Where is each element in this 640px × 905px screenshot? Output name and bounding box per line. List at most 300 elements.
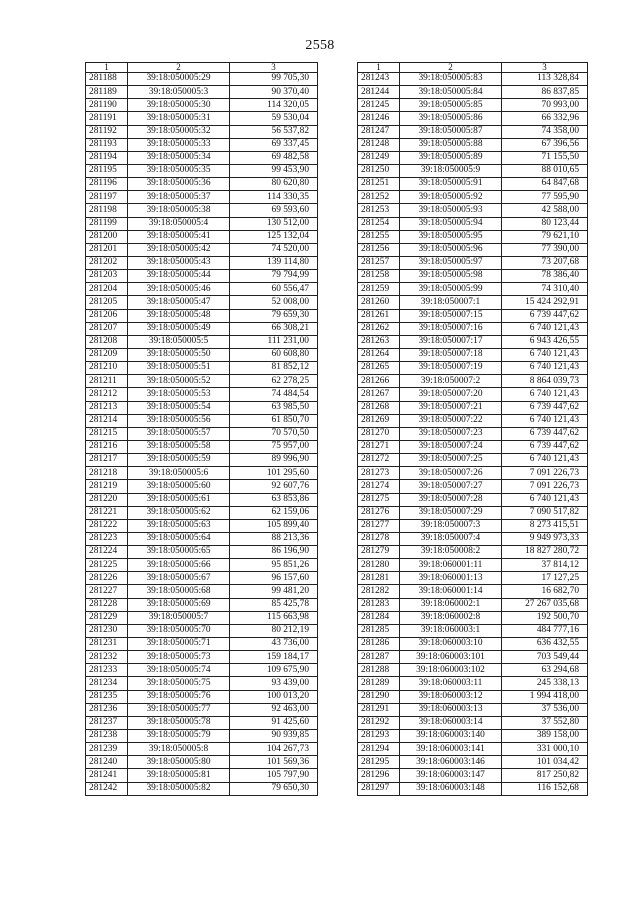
column-header-1: 1 <box>358 63 400 73</box>
row-number: 281229 <box>86 611 128 624</box>
cadastral-value: 6 739 447,62 <box>502 309 588 322</box>
table-row <box>86 427 318 440</box>
cadastral-value: 71 155,50 <box>502 151 588 164</box>
table-row <box>86 296 318 309</box>
cadastral-value: 9 949 973,33 <box>502 532 588 545</box>
cadastral-number: 39:18:050005:77 <box>128 703 230 716</box>
cadastral-number: 39:18:050005:56 <box>128 414 230 427</box>
cadastral-number: 39:18:050005:41 <box>128 230 230 243</box>
cadastral-value: 81 852,12 <box>230 362 318 375</box>
cadastral-value: 74 484,54 <box>230 388 318 401</box>
row-number: 281242 <box>86 782 128 795</box>
cadastral-value: 7 091 226,73 <box>502 480 588 493</box>
cadastral-value: 95 851,26 <box>230 559 318 572</box>
cadastral-value: 130 512,00 <box>230 217 318 230</box>
row-number: 281237 <box>86 716 128 729</box>
cadastral-value: 56 537,82 <box>230 125 318 138</box>
row-number: 281297 <box>358 782 400 795</box>
cadastral-number: 39:18:050005:4 <box>128 217 230 230</box>
row-number: 281295 <box>358 756 400 769</box>
row-number: 281206 <box>86 309 128 322</box>
row-number: 281228 <box>86 598 128 611</box>
table-row <box>358 86 588 99</box>
cadastral-number: 39:18:060002:8 <box>400 611 502 624</box>
cadastral-value: 79 659,30 <box>230 309 318 322</box>
table-row <box>358 217 588 230</box>
row-number: 281204 <box>86 283 128 296</box>
cadastral-value: 79 794,99 <box>230 270 318 283</box>
row-number: 281219 <box>86 480 128 493</box>
cadastral-number: 39:18:050007:17 <box>400 335 502 348</box>
cadastral-value: 114 330,35 <box>230 191 318 204</box>
row-number: 281245 <box>358 99 400 112</box>
cadastral-value: 60 608,80 <box>230 348 318 361</box>
cadastral-value: 17 127,25 <box>502 572 588 585</box>
cadastral-number: 39:18:060003:12 <box>400 690 502 703</box>
row-number: 281214 <box>86 414 128 427</box>
row-number: 281294 <box>358 743 400 756</box>
cadastral-value: 78 386,40 <box>502 270 588 283</box>
cadastral-number: 39:18:050005:31 <box>128 112 230 125</box>
cadastral-value: 125 132,04 <box>230 230 318 243</box>
row-number: 281210 <box>86 362 128 375</box>
table-row <box>86 283 318 296</box>
table-row <box>86 664 318 677</box>
row-number: 281275 <box>358 493 400 506</box>
cadastral-value: 6 739 447,62 <box>502 427 588 440</box>
table-row <box>86 375 318 388</box>
table-row <box>358 677 588 690</box>
cadastral-value: 1 994 418,00 <box>502 690 588 703</box>
table-row <box>358 572 588 585</box>
row-number: 281260 <box>358 296 400 309</box>
column-header-3: 3 <box>502 63 588 73</box>
column-header-2: 2 <box>400 63 502 73</box>
cadastral-number: 39:18:050005:32 <box>128 125 230 138</box>
cadastral-number: 39:18:050005:67 <box>128 572 230 585</box>
cadastral-value: 79 650,30 <box>230 782 318 795</box>
row-number: 281238 <box>86 730 128 743</box>
cadastral-number: 39:18:050005:92 <box>400 191 502 204</box>
row-number: 281265 <box>358 362 400 375</box>
column-header-1: 1 <box>86 63 128 73</box>
row-number: 281292 <box>358 716 400 729</box>
row-number: 281221 <box>86 506 128 519</box>
cadastral-value: 245 338,13 <box>502 677 588 690</box>
row-number: 281239 <box>86 743 128 756</box>
row-number: 281247 <box>358 125 400 138</box>
table-row <box>358 125 588 138</box>
cadastral-value: 92 463,00 <box>230 703 318 716</box>
cadastral-value: 104 267,73 <box>230 743 318 756</box>
row-number: 281223 <box>86 532 128 545</box>
cadastral-number: 39:18:050005:70 <box>128 624 230 637</box>
cadastral-number: 39:18:050005:54 <box>128 401 230 414</box>
cadastral-number: 39:18:050005:49 <box>128 322 230 335</box>
cadastral-number: 39:18:050005:6 <box>128 467 230 480</box>
cadastral-number: 39:18:050005:88 <box>400 138 502 151</box>
table-row <box>358 112 588 125</box>
cadastral-number: 39:18:060001:13 <box>400 572 502 585</box>
row-number: 281273 <box>358 467 400 480</box>
cadastral-number: 39:18:060001:14 <box>400 585 502 598</box>
cadastral-value: 6 739 447,62 <box>502 401 588 414</box>
row-number: 281261 <box>358 309 400 322</box>
cadastral-number: 39:18:050005:65 <box>128 546 230 559</box>
table-row <box>86 546 318 559</box>
cadastral-number: 39:18:050005:7 <box>128 611 230 624</box>
cadastral-value: 66 308,21 <box>230 322 318 335</box>
row-number: 281232 <box>86 651 128 664</box>
row-number: 281220 <box>86 493 128 506</box>
cadastral-value: 99 705,30 <box>230 73 318 86</box>
cadastral-value: 88 010,65 <box>502 164 588 177</box>
table-row <box>86 230 318 243</box>
cadastral-value: 69 593,60 <box>230 204 318 217</box>
table-row <box>358 493 588 506</box>
cadastral-number: 39:18:050007:22 <box>400 414 502 427</box>
table-row <box>86 703 318 716</box>
row-number: 281231 <box>86 638 128 651</box>
table-row <box>358 546 588 559</box>
row-number: 281279 <box>358 546 400 559</box>
cadastral-number: 39:18:050005:84 <box>400 86 502 99</box>
table-row <box>358 756 588 769</box>
cadastral-value: 139 114,80 <box>230 256 318 269</box>
row-number: 281188 <box>86 73 128 86</box>
cadastral-value: 115 663,98 <box>230 611 318 624</box>
cadastral-value: 43 736,00 <box>230 638 318 651</box>
cadastral-value: 7 091 226,73 <box>502 467 588 480</box>
row-number: 281205 <box>86 296 128 309</box>
table-row <box>86 243 318 256</box>
cadastral-number: 39:18:050005:36 <box>128 178 230 191</box>
cadastral-value: 80 123,44 <box>502 217 588 230</box>
row-number: 281193 <box>86 138 128 151</box>
row-number: 281274 <box>358 480 400 493</box>
row-number: 281189 <box>86 86 128 99</box>
cadastral-number: 39:18:050005:98 <box>400 270 502 283</box>
column-header-2: 2 <box>128 63 230 73</box>
cadastral-number: 39:18:050005:80 <box>128 756 230 769</box>
row-number: 281276 <box>358 506 400 519</box>
table-row <box>86 401 318 414</box>
row-number: 281190 <box>86 99 128 112</box>
row-number: 281240 <box>86 756 128 769</box>
table-row <box>86 414 318 427</box>
row-number: 281209 <box>86 348 128 361</box>
page-number: 2558 <box>305 38 335 53</box>
table-row <box>86 125 318 138</box>
cadastral-value: 18 827 280,72 <box>502 546 588 559</box>
cadastral-number: 39:18:050005:62 <box>128 506 230 519</box>
row-number: 281195 <box>86 164 128 177</box>
row-number: 281235 <box>86 690 128 703</box>
row-number: 281216 <box>86 440 128 453</box>
table-row <box>86 322 318 335</box>
cadastral-number: 39:18:050005:66 <box>128 559 230 572</box>
row-number: 281192 <box>86 125 128 138</box>
cadastral-number: 39:18:050005:8 <box>128 743 230 756</box>
cadastral-number: 39:18:050007:18 <box>400 348 502 361</box>
row-number: 281248 <box>358 138 400 151</box>
cadastral-number: 39:18:050007:20 <box>400 388 502 401</box>
cadastral-value: 27 267 035,68 <box>502 598 588 611</box>
table-row <box>86 585 318 598</box>
table-row <box>86 611 318 624</box>
table-row <box>358 270 588 283</box>
cadastral-value: 389 158,00 <box>502 730 588 743</box>
cadastral-value: 159 184,17 <box>230 651 318 664</box>
table-row <box>358 256 588 269</box>
table-row <box>358 454 588 467</box>
cadastral-number: 39:18:050005:63 <box>128 519 230 532</box>
table-body-left <box>86 73 318 796</box>
row-number: 281208 <box>86 335 128 348</box>
cadastral-number: 39:18:060003:140 <box>400 730 502 743</box>
cadastral-value: 67 396,56 <box>502 138 588 151</box>
row-number: 281262 <box>358 322 400 335</box>
cadastral-number: 39:18:050005:37 <box>128 191 230 204</box>
row-number: 281288 <box>358 664 400 677</box>
cadastral-number: 39:18:050005:52 <box>128 375 230 388</box>
cadastral-number: 39:18:060003:10 <box>400 638 502 651</box>
cadastral-value: 15 424 292,91 <box>502 296 588 309</box>
table-row <box>358 638 588 651</box>
cadastral-number: 39:18:050005:74 <box>128 664 230 677</box>
cadastral-value: 89 996,90 <box>230 454 318 467</box>
cadastral-number: 39:18:050005:61 <box>128 493 230 506</box>
cadastral-number: 39:18:050005:60 <box>128 480 230 493</box>
cadastral-number: 39:18:050005:94 <box>400 217 502 230</box>
cadastral-value: 93 439,00 <box>230 677 318 690</box>
cadastral-value: 105 797,90 <box>230 769 318 782</box>
cadastral-value: 8 273 415,51 <box>502 519 588 532</box>
cadastral-value: 62 278,25 <box>230 375 318 388</box>
cadastral-number: 39:18:050007:23 <box>400 427 502 440</box>
row-number: 281212 <box>86 388 128 401</box>
table-row <box>358 716 588 729</box>
cadastral-number: 39:18:050007:3 <box>400 519 502 532</box>
cadastral-number: 39:18:050005:81 <box>128 769 230 782</box>
cadastral-number: 39:18:050005:73 <box>128 651 230 664</box>
cadastral-number: 39:18:050005:35 <box>128 164 230 177</box>
cadastral-number: 39:18:050005:86 <box>400 112 502 125</box>
table-row <box>86 217 318 230</box>
row-number: 281266 <box>358 375 400 388</box>
table-row <box>358 414 588 427</box>
cadastral-value: 331 000,10 <box>502 743 588 756</box>
row-number: 281213 <box>86 401 128 414</box>
cadastral-value: 7 090 517,82 <box>502 506 588 519</box>
table-row <box>358 559 588 572</box>
cadastral-value: 101 295,60 <box>230 467 318 480</box>
cadastral-number: 39:18:060003:146 <box>400 756 502 769</box>
cadastral-number: 39:18:050005:38 <box>128 204 230 217</box>
cadastral-value: 6 740 121,43 <box>502 454 588 467</box>
cadastral-number: 39:18:050005:42 <box>128 243 230 256</box>
row-number: 281226 <box>86 572 128 585</box>
table-row <box>86 335 318 348</box>
cadastral-number: 39:18:050007:21 <box>400 401 502 414</box>
table-header-row <box>358 63 588 73</box>
row-number: 281227 <box>86 585 128 598</box>
cadastral-number: 39:18:060003:101 <box>400 651 502 664</box>
cadastral-value: 99 453,90 <box>230 164 318 177</box>
table-row <box>358 401 588 414</box>
cadastral-number: 39:18:050007:29 <box>400 506 502 519</box>
table-row <box>358 335 588 348</box>
table-row <box>358 519 588 532</box>
cadastral-number: 39:18:050007:16 <box>400 322 502 335</box>
table-row <box>358 730 588 743</box>
table-row <box>86 440 318 453</box>
cadastral-value: 105 899,40 <box>230 519 318 532</box>
cadastral-value: 100 013,20 <box>230 690 318 703</box>
row-number: 281269 <box>358 414 400 427</box>
cadastral-value: 636 432,55 <box>502 638 588 651</box>
row-number: 281196 <box>86 178 128 191</box>
table-row <box>358 769 588 782</box>
cadastral-number: 39:18:050007:19 <box>400 362 502 375</box>
cadastral-number: 39:18:050005:89 <box>400 151 502 164</box>
table-row <box>86 164 318 177</box>
cadastral-number: 39:18:060003:102 <box>400 664 502 677</box>
cadastral-number: 39:18:050007:28 <box>400 493 502 506</box>
cadastral-value: 16 682,70 <box>502 585 588 598</box>
cadastral-value: 60 556,47 <box>230 283 318 296</box>
row-number: 281194 <box>86 151 128 164</box>
row-number: 281271 <box>358 440 400 453</box>
row-number: 281293 <box>358 730 400 743</box>
cadastral-number: 39:18:050005:68 <box>128 585 230 598</box>
cadastral-value: 817 250,82 <box>502 769 588 782</box>
cadastral-value: 52 008,00 <box>230 296 318 309</box>
row-number: 281200 <box>86 230 128 243</box>
cadastral-value: 66 332,96 <box>502 112 588 125</box>
cadastral-number: 39:18:050005:58 <box>128 440 230 453</box>
row-number: 281198 <box>86 204 128 217</box>
cadastral-number: 39:18:060003:148 <box>400 782 502 795</box>
cadastral-value: 86 196,90 <box>230 546 318 559</box>
table-row <box>86 519 318 532</box>
table-row <box>358 506 588 519</box>
row-number: 281290 <box>358 690 400 703</box>
row-number: 281278 <box>358 532 400 545</box>
cadastral-number: 39:18:050005:69 <box>128 598 230 611</box>
cadastral-number: 39:18:050005:64 <box>128 532 230 545</box>
table-row <box>86 769 318 782</box>
cadastral-value: 109 675,90 <box>230 664 318 677</box>
table-row <box>358 743 588 756</box>
table-row <box>358 322 588 335</box>
table-row <box>358 440 588 453</box>
cadastral-value: 70 993,00 <box>502 99 588 112</box>
table-row <box>358 532 588 545</box>
cadastral-number: 39:18:050008:2 <box>400 546 502 559</box>
row-number: 281283 <box>358 598 400 611</box>
cadastral-number: 39:18:050005:29 <box>128 73 230 86</box>
cadastral-number: 39:18:050005:78 <box>128 716 230 729</box>
row-number: 281203 <box>86 270 128 283</box>
table-row <box>86 756 318 769</box>
cadastral-value: 6 740 121,43 <box>502 322 588 335</box>
cadastral-number: 39:18:050005:93 <box>400 204 502 217</box>
row-number: 281287 <box>358 651 400 664</box>
row-number: 281252 <box>358 191 400 204</box>
table-row <box>358 703 588 716</box>
cadastral-number: 39:18:050007:26 <box>400 467 502 480</box>
cadastral-value: 111 231,00 <box>230 335 318 348</box>
row-number: 281246 <box>358 112 400 125</box>
cadastral-value: 114 320,05 <box>230 99 318 112</box>
cadastral-number: 39:18:050005:46 <box>128 283 230 296</box>
row-number: 281225 <box>86 559 128 572</box>
cadastral-number: 39:18:050005:82 <box>128 782 230 795</box>
cadastral-number: 39:18:060003:141 <box>400 743 502 756</box>
cadastral-number: 39:18:050005:9 <box>400 164 502 177</box>
row-number: 281241 <box>86 769 128 782</box>
row-number: 281224 <box>86 546 128 559</box>
table-row <box>358 598 588 611</box>
cadastral-value: 63 294,68 <box>502 664 588 677</box>
table-row <box>86 782 318 795</box>
row-number: 281250 <box>358 164 400 177</box>
table-row <box>358 138 588 151</box>
table-row <box>86 348 318 361</box>
table-row <box>86 86 318 99</box>
table-row <box>358 348 588 361</box>
cadastral-value: 96 157,60 <box>230 572 318 585</box>
cadastral-value: 79 621,10 <box>502 230 588 243</box>
cadastral-value: 101 569,36 <box>230 756 318 769</box>
table-row <box>86 624 318 637</box>
cadastral-value: 113 328,84 <box>502 73 588 86</box>
cadastral-number: 39:18:060003:14 <box>400 716 502 729</box>
cadastral-value: 484 777,16 <box>502 624 588 637</box>
table-row <box>86 532 318 545</box>
table-row <box>358 611 588 624</box>
table-row <box>358 782 588 795</box>
cadastral-number: 39:18:050005:59 <box>128 454 230 467</box>
cadastral-value: 91 425,60 <box>230 716 318 729</box>
table-row <box>358 467 588 480</box>
cadastral-value: 73 207,68 <box>502 256 588 269</box>
cadastral-number: 39:18:060003:147 <box>400 769 502 782</box>
cadastral-value: 80 620,80 <box>230 178 318 191</box>
cadastral-number: 39:18:050005:30 <box>128 99 230 112</box>
cadastral-value: 70 570,50 <box>230 427 318 440</box>
table-row <box>86 480 318 493</box>
cadastral-number: 39:18:060002:1 <box>400 598 502 611</box>
row-number: 281201 <box>86 243 128 256</box>
table-row <box>358 191 588 204</box>
row-number: 281254 <box>358 217 400 230</box>
cadastral-value: 69 482,58 <box>230 151 318 164</box>
row-number: 281233 <box>86 664 128 677</box>
row-number: 281230 <box>86 624 128 637</box>
row-number: 281268 <box>358 401 400 414</box>
cadastral-number: 39:18:050005:96 <box>400 243 502 256</box>
cadastral-value: 99 481,20 <box>230 585 318 598</box>
cadastral-number: 39:18:050005:91 <box>400 178 502 191</box>
cadastral-number: 39:18:050005:3 <box>128 86 230 99</box>
cadastral-number: 39:18:050007:24 <box>400 440 502 453</box>
cadastral-value: 80 212,19 <box>230 624 318 637</box>
cadastral-value: 8 864 039,73 <box>502 375 588 388</box>
row-number: 281286 <box>358 638 400 651</box>
row-number: 281272 <box>358 454 400 467</box>
